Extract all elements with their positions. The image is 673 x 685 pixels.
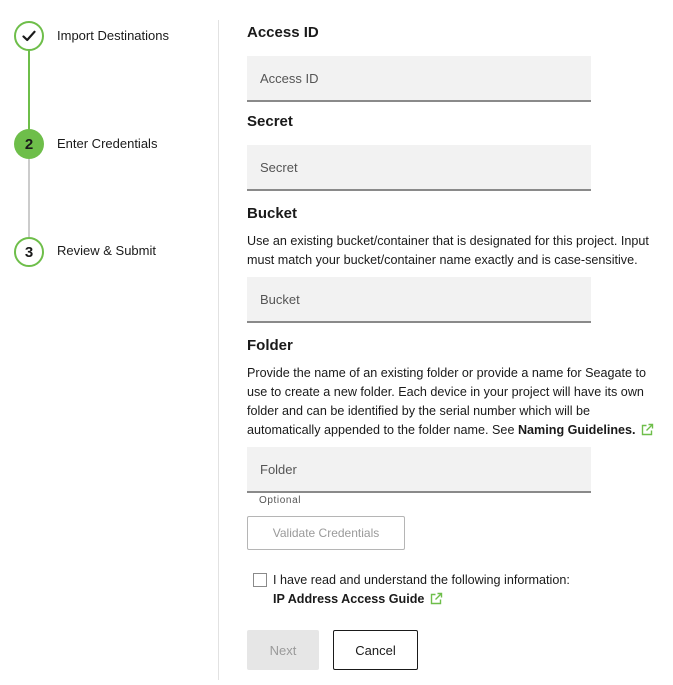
step-connector-complete <box>28 50 30 131</box>
bucket-title: Bucket <box>247 205 298 222</box>
step-connector-pending <box>28 159 30 237</box>
folder-description-text: Provide the name of an existing folder or provide a name for Seagate to use to create a new folder. Each device in your project will have its own folder and can be identified by the serial number which will be automatically appended to the folder name. See <box>247 366 647 437</box>
naming-guidelines-link[interactable]: Naming Guidelines. <box>517 423 636 437</box>
agreement-checkbox[interactable] <box>253 573 267 587</box>
cancel-button[interactable]: Cancel <box>333 630 418 670</box>
bucket-description: Use an existing bucket/container that is designated for this project. Input must match your bucket/container name exactly and is case-sensitive. <box>247 234 649 267</box>
folder-input[interactable] <box>247 447 591 493</box>
agreement-text: I have read and understand the following information: <box>273 573 570 587</box>
step-3-number: 3 <box>14 237 44 267</box>
external-link-icon[interactable] <box>430 592 443 605</box>
bucket-input[interactable] <box>247 277 591 323</box>
validate-credentials-button[interactable]: Validate Credentials <box>247 516 405 550</box>
vertical-divider <box>218 20 219 680</box>
folder-optional-hint: Optional <box>259 495 302 506</box>
progress-stepper <box>0 0 218 685</box>
ip-address-access-guide[interactable] <box>273 592 443 606</box>
ip-address-guide-link[interactable]: IP Address Access Guide <box>273 592 425 606</box>
checkmark-icon <box>22 30 36 42</box>
step-1-complete-indicator <box>14 21 44 51</box>
step-1-label: Import Destinations <box>57 28 169 43</box>
access-id-input[interactable] <box>247 56 591 102</box>
secret-input[interactable] <box>247 145 591 191</box>
folder-description <box>247 364 657 440</box>
folder-title: Folder <box>247 337 293 354</box>
secret-title: Secret <box>247 113 293 130</box>
step-3-label: Review & Submit <box>57 243 156 258</box>
step-2-number: 2 <box>14 129 44 159</box>
step-2-label: Enter Credentials <box>57 136 158 151</box>
access-id-title: Access ID <box>247 24 319 41</box>
external-link-icon[interactable] <box>641 423 654 436</box>
next-button[interactable]: Next <box>247 630 319 670</box>
